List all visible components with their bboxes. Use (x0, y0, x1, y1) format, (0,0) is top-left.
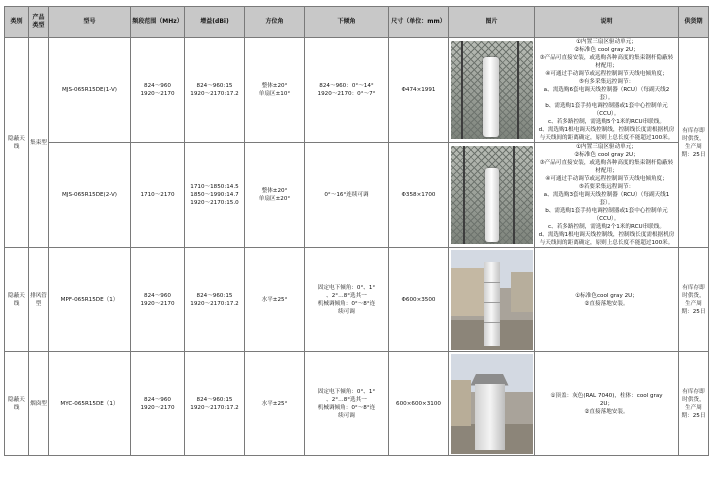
model-cell: MJS-065R15DE(2-V) (49, 143, 131, 248)
header-model: 型号 (49, 7, 131, 38)
table-row (5, 38, 709, 143)
header-azimuth: 方位角 (245, 7, 305, 38)
antenna-spec-table (4, 6, 709, 456)
freq-cell: 824～960 1920～2170 (131, 248, 185, 352)
freq-cell: 824～960 1920～2170 (131, 38, 185, 143)
header-supply: 供货期 (679, 7, 709, 38)
category-cell: 隐蔽天线 (5, 248, 29, 352)
model-cell: MPF-065R15DE（1） (49, 248, 131, 352)
table-row (5, 352, 709, 456)
product-type-cell: 排风管型 (29, 248, 49, 352)
downtilt-cell: 824～960：0°～14° 1920～2170：0°～7° (305, 38, 389, 143)
size-cell: Φ600×3500 (389, 248, 449, 352)
model-cell: MYC-065R15DE（1） (49, 352, 131, 456)
size-cell: Φ474×1991 (389, 38, 449, 143)
header-freq-range: 频段范围（MHz） (131, 7, 185, 38)
freq-cell: 824～960 1920～2170 (131, 352, 185, 456)
azimuth-cell: 整体±20° 单扇区±20° (245, 143, 305, 248)
table-row (5, 143, 709, 248)
gain-cell: 824～960:15 1920～2170:17.2 (185, 38, 245, 143)
product-type-cell: 集束型 (29, 38, 49, 248)
product-photo (449, 352, 535, 456)
gain-cell: 824～960:15 1920～2170:17.2 (185, 352, 245, 456)
azimuth-cell: 整体±20° 单扇区±10° (245, 38, 305, 143)
azimuth-cell: 水平±25° (245, 248, 305, 352)
description-cell: ①顶盖：灰色(RAL 7040)，柱体：cool gray 2U； ②直接落地安装。 (535, 352, 679, 456)
model-cell: MJS-065R15DE(1-V) (49, 38, 131, 143)
header-row (5, 7, 709, 38)
header-image: 图片 (449, 7, 535, 38)
downtilt-cell: 固定电下倾角：0°、1° 、2°…8°选其一 机械调倾角：0°～8°连 续可调 (305, 352, 389, 456)
freq-cell: 1710～2170 (131, 143, 185, 248)
description-cell: ①内置三扇区驱动单元； ②标准色 cool gray 2U； ③产品可直接安装，或选购各种高度的集束钢杆隐蔽转 材配用； ④可通过手动调节或远程控制调节天线电倾角度； ⑤若要采集远程调节： a、需选购3套电调天线控制器（RCU）（每副天线1 套）。 b、需选购1套手持电调控制器或1套中心控制单元 （CCU）。 c、若多路控制，需选购2个1米的RCU串联线。 d、需选购1根电调天线控制线，控制线长度需根据机房 与天线间的距离确定，原则上总长度不能超过100米。 (535, 143, 679, 248)
category-cell: 隐蔽天线 (5, 38, 29, 248)
header-description: 说明 (535, 7, 679, 38)
table-row (5, 248, 709, 352)
size-cell: 600×600×3100 (389, 352, 449, 456)
product-photo (449, 143, 535, 248)
header-category: 类别 (5, 7, 29, 38)
downtilt-cell: 固定电下倾角：0°、1° 、2°…8°选其一 机械调倾角：0°～8°连 续可调 (305, 248, 389, 352)
header-size: 尺寸（单位：mm） (389, 7, 449, 38)
supply-cell: 有库存即时供货，生产周期：25日 (679, 352, 709, 456)
size-cell: Φ358×1700 (389, 143, 449, 248)
product-photo (449, 248, 535, 352)
azimuth-cell: 水平±25° (245, 352, 305, 456)
header-downtilt: 下倾角 (305, 7, 389, 38)
supply-cell: 有库存即时供货，生产周期：25日 (679, 248, 709, 352)
header-product-type: 产品类型 (29, 7, 49, 38)
category-cell: 隐蔽天线 (5, 352, 29, 456)
header-gain: 增益(dBi) (185, 7, 245, 38)
product-type-cell: 烟囱型 (29, 352, 49, 456)
downtilt-cell: 0°～16°连续可调 (305, 143, 389, 248)
gain-cell: 1710～1850:14.5 1850～1990:14.7 1920～2170:15.0 (185, 143, 245, 248)
description-cell: ①标准色cool gray 2U； ②直接落地安装。 (535, 248, 679, 352)
product-photo (449, 38, 535, 143)
description-cell: ①内置三扇区驱动单元； ②标准色 cool gray 2U； ③产品可直接安装，或选购各种高度的集束钢杆隐蔽转 材配用； ④可通过手动调节或远程控制调节天线电倾角度； ⑤有多采集远控调节： a、需选购6套电调天线控制器（RCU）（每副天线2 套）。 b、需选购1套手持电调控制器或1套中心控制单元 （CCU）。 c、若多路控制，需选购5个1米的RCU串联线。 d、需选购1根电调天线控制线，控制线长度需根据机房 与天线间的距离确定，原则上总长度不能超过100米。 (535, 38, 679, 143)
gain-cell: 824～960:15 1920～2170:17.2 (185, 248, 245, 352)
supply-cell: 有库存即时供货，生产周期：25日 (679, 38, 709, 248)
